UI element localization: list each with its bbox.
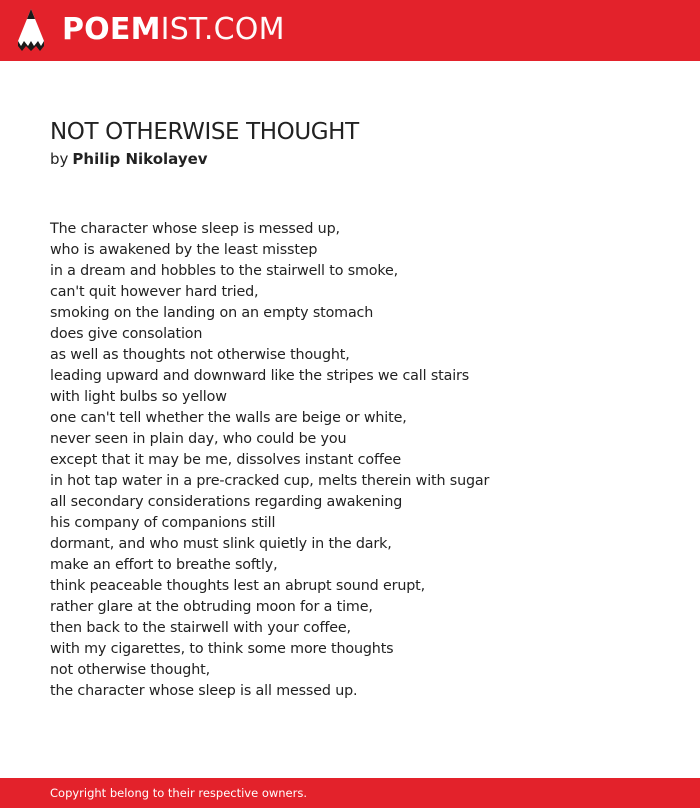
- poem-line: in hot tap water in a pre-cracked cup, melts therein with sugar: [50, 473, 490, 489]
- poem-line: leading upward and downward like the stripes we call stairs: [50, 368, 470, 384]
- poem-line: as well as thoughts not otherwise thought,: [50, 347, 350, 363]
- poem-line: The character whose sleep is messed up,: [50, 221, 340, 237]
- poem-line: rather glare at the obtruding moon for a time,: [50, 599, 373, 615]
- poem-line: smoking on the landing on an empty stomach: [50, 305, 374, 321]
- poem-body: [50, 219, 670, 702]
- poem-line: the character whose sleep is all messed up.: [50, 683, 358, 699]
- poem-line: except that it may be me, dissolves instant coffee: [50, 452, 401, 468]
- site-footer: [0, 778, 700, 808]
- copyright-notice: Copyright belong to their respective owners.: [50, 786, 308, 800]
- poem-line: his company of companions still: [50, 515, 276, 531]
- site-logo-text[interactable]: [62, 12, 285, 48]
- brand-bold-text: POEM: [62, 12, 161, 47]
- poem-line: then back to the stairwell with your coffee,: [50, 620, 351, 636]
- by-label: by: [50, 150, 69, 168]
- brand-light-text: IST.COM: [160, 12, 285, 47]
- poem-line: can't quit however hard tried,: [50, 284, 259, 300]
- poem-line: never seen in plain day, who could be you: [50, 431, 347, 447]
- poem-line: not otherwise thought,: [50, 662, 210, 678]
- poem-line: with my cigarettes, to think some more thoughts: [50, 641, 394, 657]
- poem-title: NOT OTHERWISE THOUGHT: [50, 119, 359, 145]
- poem-line: make an effort to breathe softly,: [50, 557, 278, 573]
- author-name: Philip Nikolayev: [72, 150, 208, 168]
- site-header: [0, 0, 700, 61]
- poem-line: think peaceable thoughts lest an abrupt sound erupt,: [50, 578, 426, 594]
- poem-line: all secondary considerations regarding awakening: [50, 494, 403, 510]
- poem-line: one can't tell whether the walls are beige or white,: [50, 410, 407, 426]
- byline: [50, 148, 208, 170]
- poem-line: in a dream and hobbles to the stairwell to smoke,: [50, 263, 399, 279]
- poem-line: dormant, and who must slink quietly in the dark,: [50, 536, 392, 552]
- poem-line: who is awakened by the least misstep: [50, 242, 318, 258]
- poem-line: does give consolation: [50, 326, 203, 342]
- pencil-icon[interactable]: [18, 9, 44, 51]
- poem-line: with light bulbs so yellow: [50, 389, 227, 405]
